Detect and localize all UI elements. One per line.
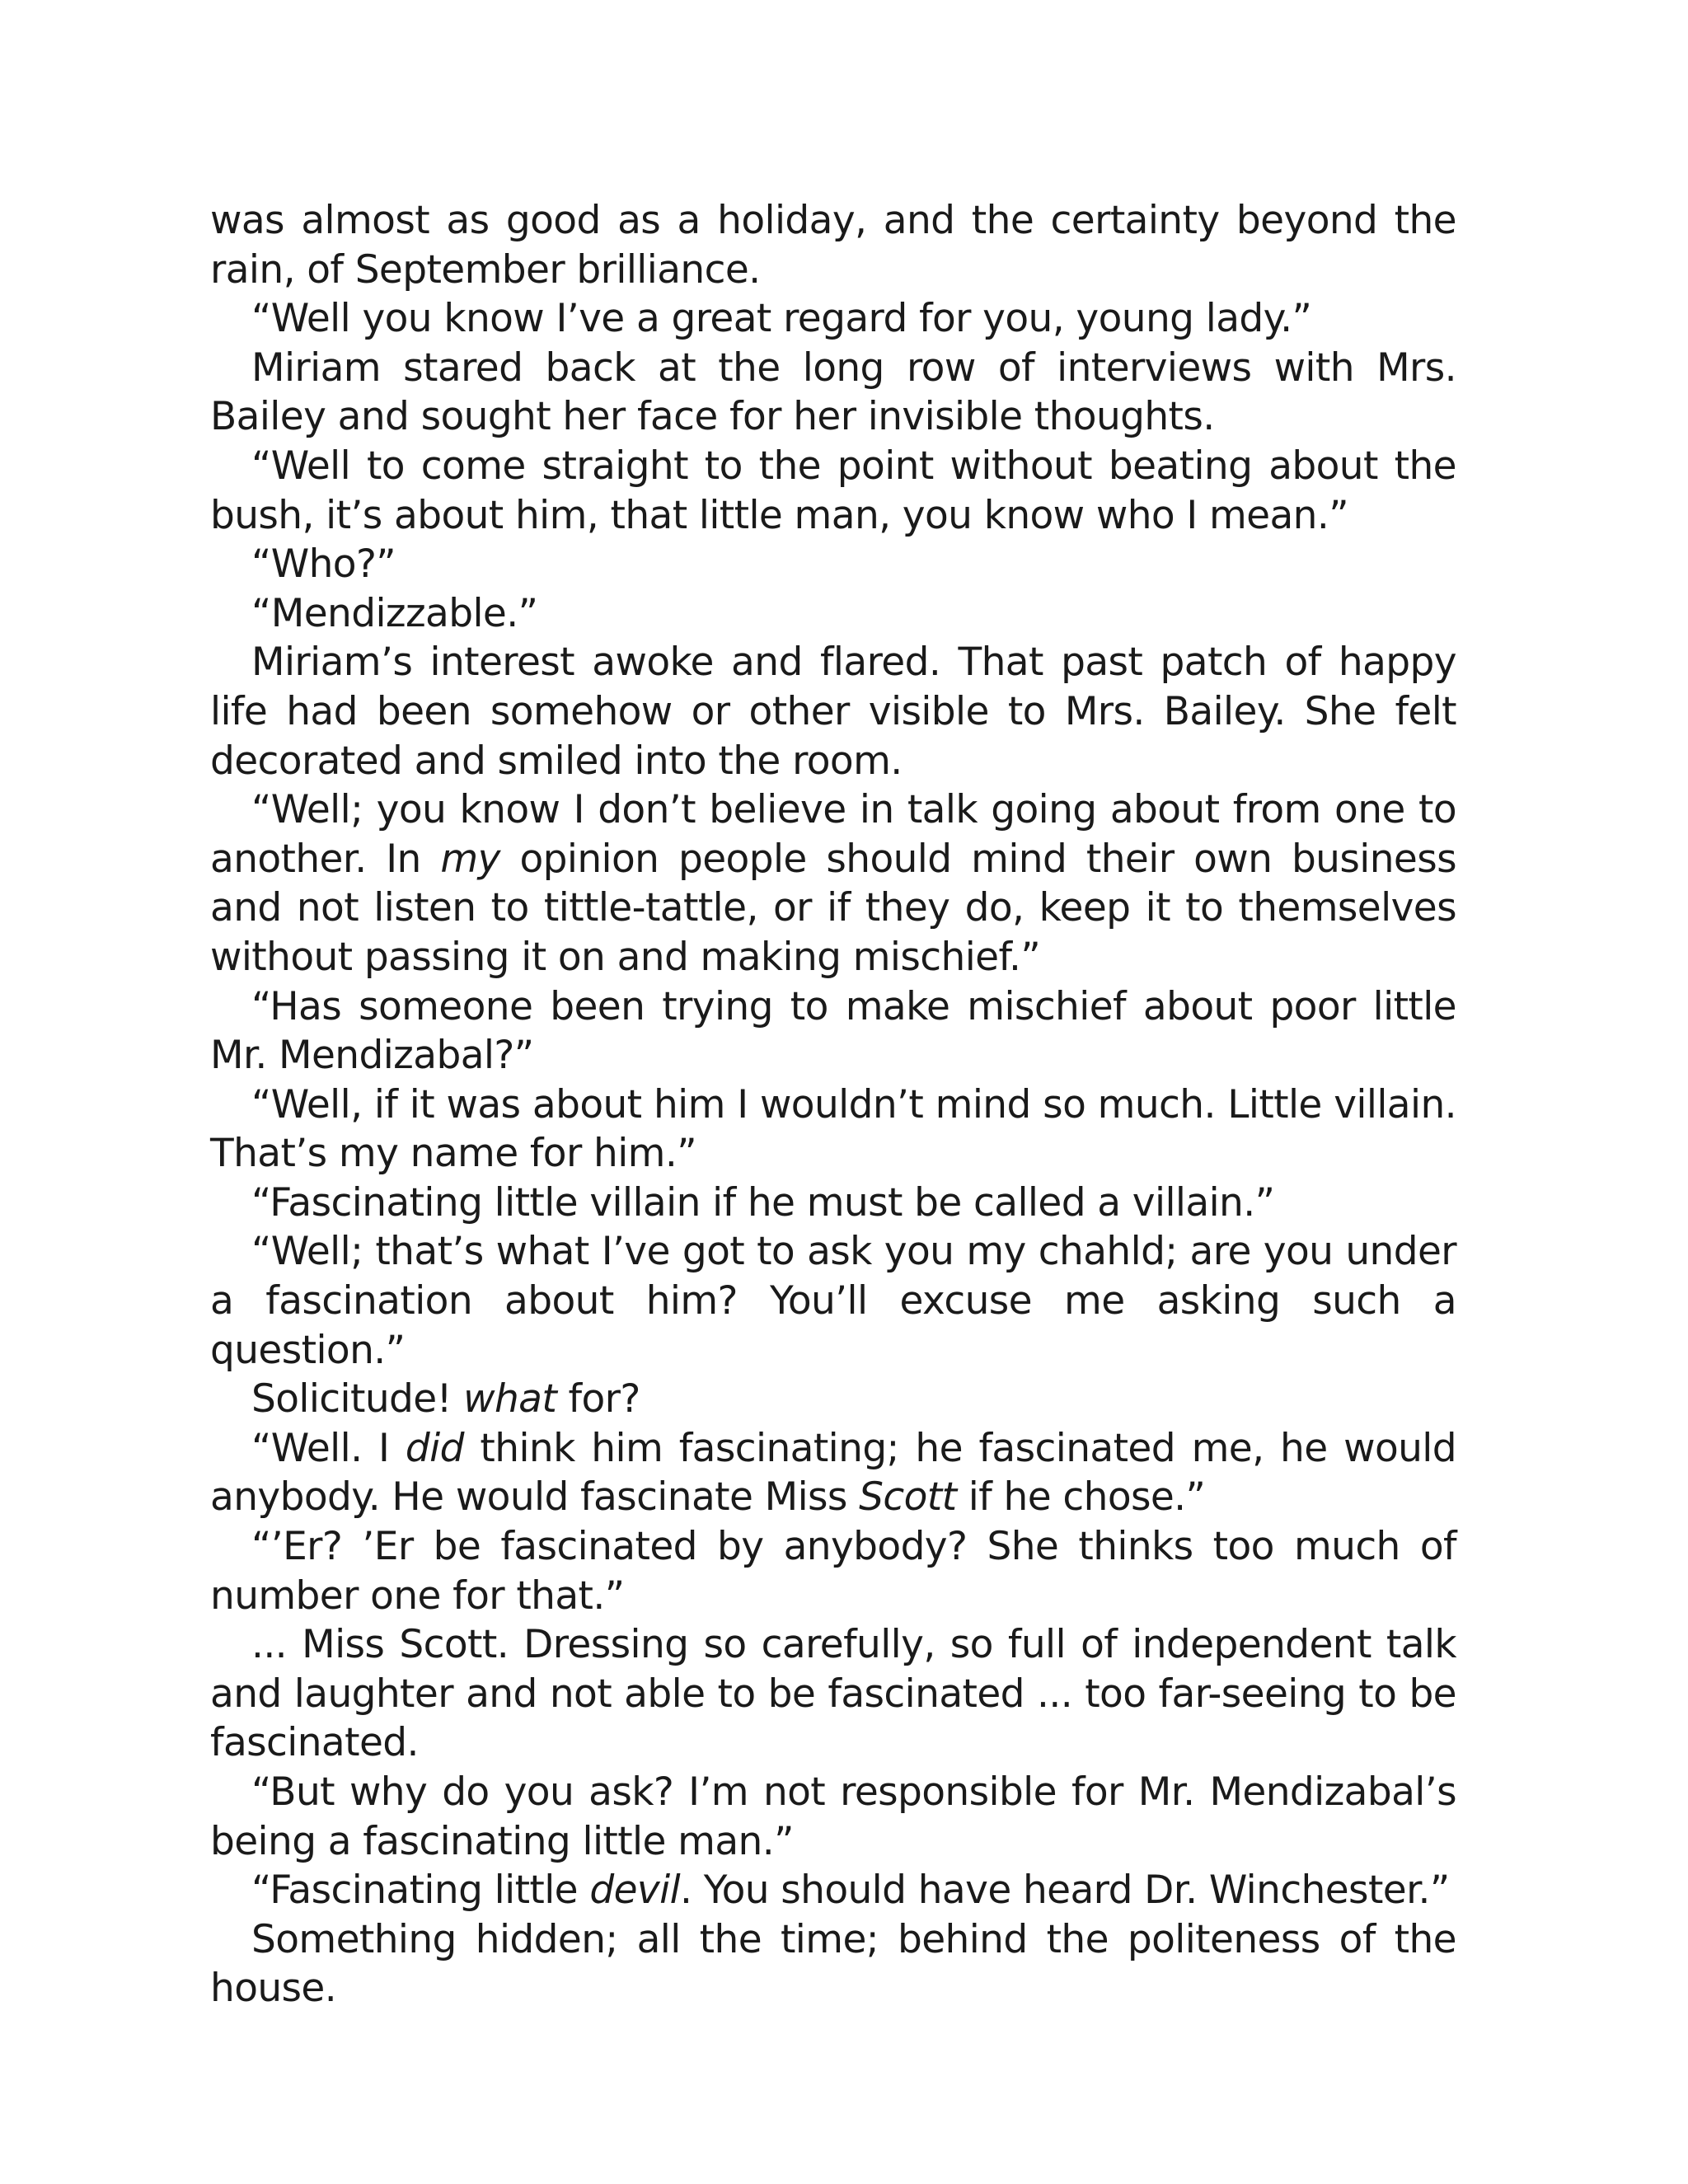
text-segment: if he chose.” [956, 1474, 1206, 1521]
paragraph [210, 1227, 1456, 1375]
italic-text-segment: devil [589, 1868, 681, 1914]
paragraph [210, 1866, 1456, 1915]
italic-text-segment: my [440, 836, 500, 882]
text-segment: “’Er? ’Er be fascinated by anybody? She thinks too much of number one for that.” [210, 1524, 1456, 1619]
paragraph [210, 344, 1456, 442]
text-segment: for? [556, 1376, 640, 1422]
paragraph [210, 1424, 1456, 1522]
text-segment: Miriam stared back at the long row of interviews with Mrs. Bailey and sought her face for her invisible thoughts. [210, 344, 1456, 440]
paragraph [210, 540, 1456, 589]
paragraph [210, 196, 1456, 294]
italic-text-segment: what [463, 1376, 557, 1422]
text-segment: “Well you know I’ve a great regard for you, young lady.” [251, 296, 1312, 342]
italic-text-segment: did [405, 1425, 464, 1471]
page-body [210, 196, 1456, 2013]
text-segment: Something hidden; all the time; behind the politeness of the house. [210, 1916, 1456, 2012]
paragraph [210, 1522, 1456, 1620]
paragraph [210, 638, 1456, 785]
text-segment: “But why do you ask? I’m not responsible for Mr. Mendizabal’s being a fascinating little man.” [210, 1769, 1456, 1864]
paragraph [210, 589, 1456, 639]
paragraph [210, 1768, 1456, 1866]
text-segment: “Fascinating little villain if he must be called a villain.” [251, 1179, 1275, 1226]
text-segment: think him fascinating; he fascinated me, he would anybody. He would fascinate Miss [210, 1425, 1456, 1521]
text-segment: “Well. I [251, 1425, 406, 1471]
paragraph [210, 785, 1456, 982]
text-segment: “Fascinating little [251, 1868, 590, 1914]
text-segment: “Well, if it was about him I wouldn’t mind so much. Little villain. That’s my name for him.” [210, 1081, 1456, 1177]
paragraph [210, 1179, 1456, 1228]
paragraph [210, 294, 1456, 344]
text-segment: “Well; you know I don’t believe in talk going about from one to another. In [210, 787, 1456, 882]
text-segment: opinion people should mind their own business and not listen to tittle-tattle, or if they do, keep it to themselves without passing it on and making mischief.” [210, 836, 1456, 980]
text-segment: Solicitude! [251, 1376, 464, 1422]
text-segment: Miriam’s interest awoke and flared. That past patch of happy life had been somehow or other visible to Mrs. Bailey. She felt decorated and smiled into the room. [210, 640, 1456, 784]
paragraph [210, 1375, 1456, 1424]
text-segment: “Well to come straight to the point without beating about the bush, it’s about him, that little man, you know who I mean.” [210, 443, 1456, 538]
italic-text-segment: Scott [859, 1474, 957, 1521]
text-segment: “Mendizzable.” [251, 590, 538, 636]
text-segment: was almost as good as a holiday, and the certainty beyond the rain, of September brilliance. [210, 198, 1456, 293]
text-segment: “Who?” [251, 541, 396, 588]
text-segment: ... Miss Scott. Dressing so carefully, so full of independent talk and laughter and not able to be fascinated ... too far-seeing to be fascinated. [210, 1622, 1456, 1766]
paragraph [210, 1915, 1456, 2013]
paragraph [210, 1620, 1456, 1768]
text-segment: “Well; that’s what I’ve got to ask you my chahld; are you under a fascination about him? You’ll excuse me asking such a question.” [210, 1229, 1456, 1373]
text-segment: “Has someone been trying to make mischief about poor little Mr. Mendizabal?” [210, 983, 1456, 1079]
paragraph [210, 982, 1456, 1080]
text-segment: . You should have heard Dr. Winchester.” [680, 1868, 1450, 1914]
paragraph [210, 442, 1456, 540]
paragraph [210, 1080, 1456, 1179]
